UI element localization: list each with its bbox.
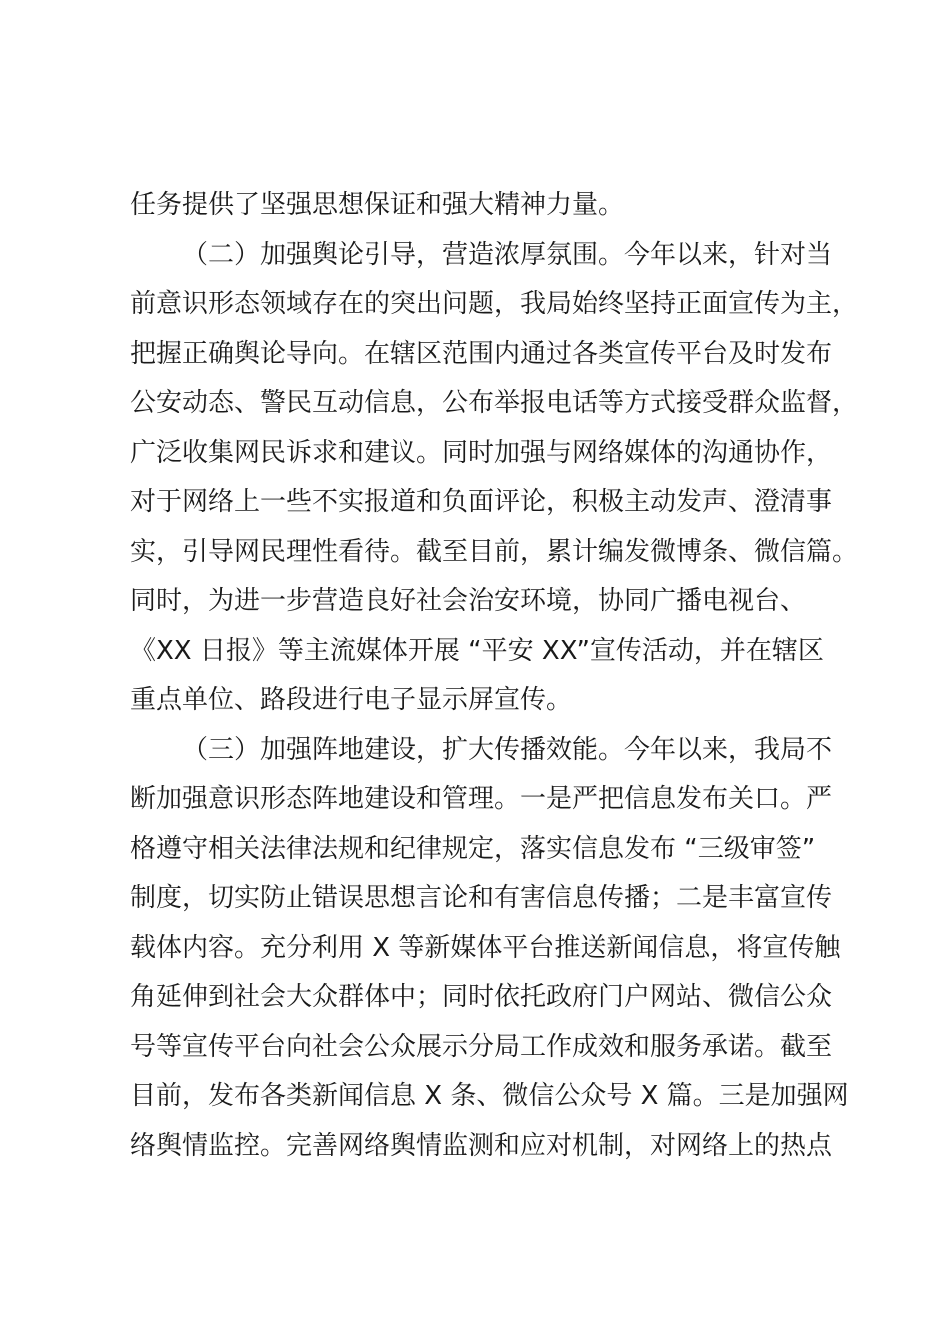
text-line-5: 公安动态、警民互动信息，公布举报电话等方式接受群众监督， [130, 388, 859, 418]
section-2-heading-line: （二）加强舆论引导，营造浓厚氛围。今年以来，针对当 [182, 239, 833, 270]
text-line-8: 实，引导网民理性看待。截至目前，累计编发微博条、微信篇。 [130, 536, 859, 567]
text-line-19: 目前，发布各类新闻信息 X 条、微信公众号 X 篇。三是加强网 [130, 1081, 849, 1111]
text-line-16: 载体内容。充分利用 X 等新媒体平台推送新闻信息，将宣传触 [130, 932, 841, 963]
text-line-18: 号等宣传平台向社会公众展示分局工作成效和服务承诺。截至 [130, 1031, 833, 1062]
text-line-4: 把握正确舆论导向。在辖区范围内通过各类宣传平台及时发布 [130, 338, 833, 369]
text-line-14: 格遵守相关法律法规和纪律规定，落实信息发布 “三级审签” [130, 833, 816, 864]
text-line-15: 制度，切实防止错误思想言论和有害信息传播；二是丰富宣传 [130, 883, 833, 913]
text-line-6: 广泛收集网民诉求和建议。同时加强与网络媒体的沟通协作， [130, 437, 833, 468]
section-3-heading-line: （三）加强阵地建设，扩大传播效能。今年以来，我局不 [182, 734, 833, 765]
text-line-3: 前意识形态领域存在的突出问题，我局始终坚持正面宣传为主， [130, 289, 859, 319]
text-line-10: 《XX 日报》等主流媒体开展 “平安 XX”宣传活动，并在辖区 [130, 635, 824, 666]
text-line-13: 断加强意识形态阵地建设和管理。一是严把信息发布关口。严 [130, 784, 833, 814]
text-line-7: 对于网络上一些不实报道和负面评论，积极主动发声、澄清事 [130, 487, 833, 517]
body-text [130, 181, 859, 1171]
text-line-17: 角延伸到社会大众群体中；同时依托政府门户网站、微信公众 [130, 982, 833, 1012]
text-line-11: 重点单位、路段进行电子显示屏宣传。 [130, 685, 573, 715]
text-line-20: 络舆情监控。完善网络舆情监测和应对机制，对网络上的热点 [130, 1130, 833, 1161]
text-line-9: 同时，为进一步营造良好社会治安环境，协同广播电视台、 [130, 586, 807, 616]
text-line-1: 任务提供了坚强思想保证和强大精神力量。 [130, 190, 625, 220]
